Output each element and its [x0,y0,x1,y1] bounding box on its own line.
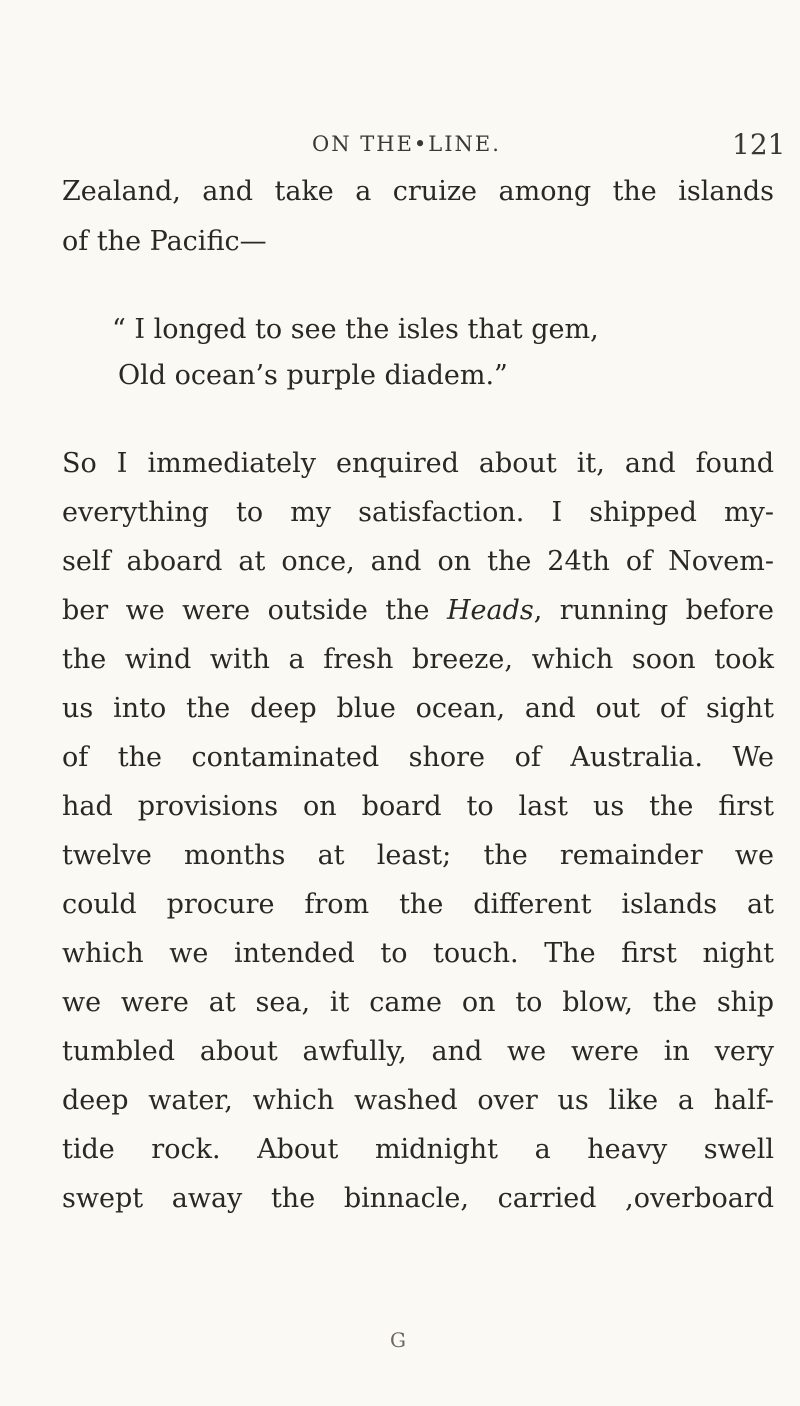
paragraph-line-5: the wind with a fresh breeze, which soon took [62,644,774,675]
paragraph-line-14: deep water, which washed over us like a half- [62,1085,774,1116]
paragraph-line-4-after: , running before [533,595,774,626]
paragraph-line-2: everything to my satisfaction. I shipped my- [62,497,774,528]
page-number: 121 [732,128,786,161]
paragraph-line-6: us into the deep blue ocean, and out of sight [62,693,774,724]
poem-line-2: Old ocean’s purple diadem.” [118,360,508,391]
paragraph-line-8: had provisions on board to last us the first [62,791,774,822]
paragraph-line-15: tide rock. About midnight a heavy swell [62,1134,774,1165]
paragraph-line-3: self aboard at once, and on the 24th of Novem- [62,546,774,577]
paragraph-line-7: of the contaminated shore of Australia. We [62,742,774,773]
paragraph-line-16: swept away the binnacle, carried ,overboard [62,1183,774,1214]
paragraph-line-13: tumbled about awfully, and we were in very [62,1036,774,1067]
paragraph-line-12: we were at sea, it came on to blow, the ship [62,987,774,1018]
poem-line-1: “ I longed to see the isles that gem, [112,314,599,345]
paragraph-line-4-before: ber we were outside the [62,595,447,626]
paragraph-line-11: which we intended to touch. The first night [62,938,774,969]
paragraph-line-4 [62,595,774,627]
paragraph-line-9: twelve months at least; the remainder we [62,840,774,871]
paragraph-line-1: So I immediately enquired about it, and found [62,448,774,479]
signature-mark: G [390,1328,406,1352]
running-head: ON THE•LINE. [312,132,501,156]
text-line-1: Zealand, and take a cruize among the islands [62,176,774,207]
paragraph-line-10: could procure from the different islands at [62,889,774,920]
heads-italic: Heads [446,595,534,626]
text-line-2: of the Pacific— [62,226,267,257]
